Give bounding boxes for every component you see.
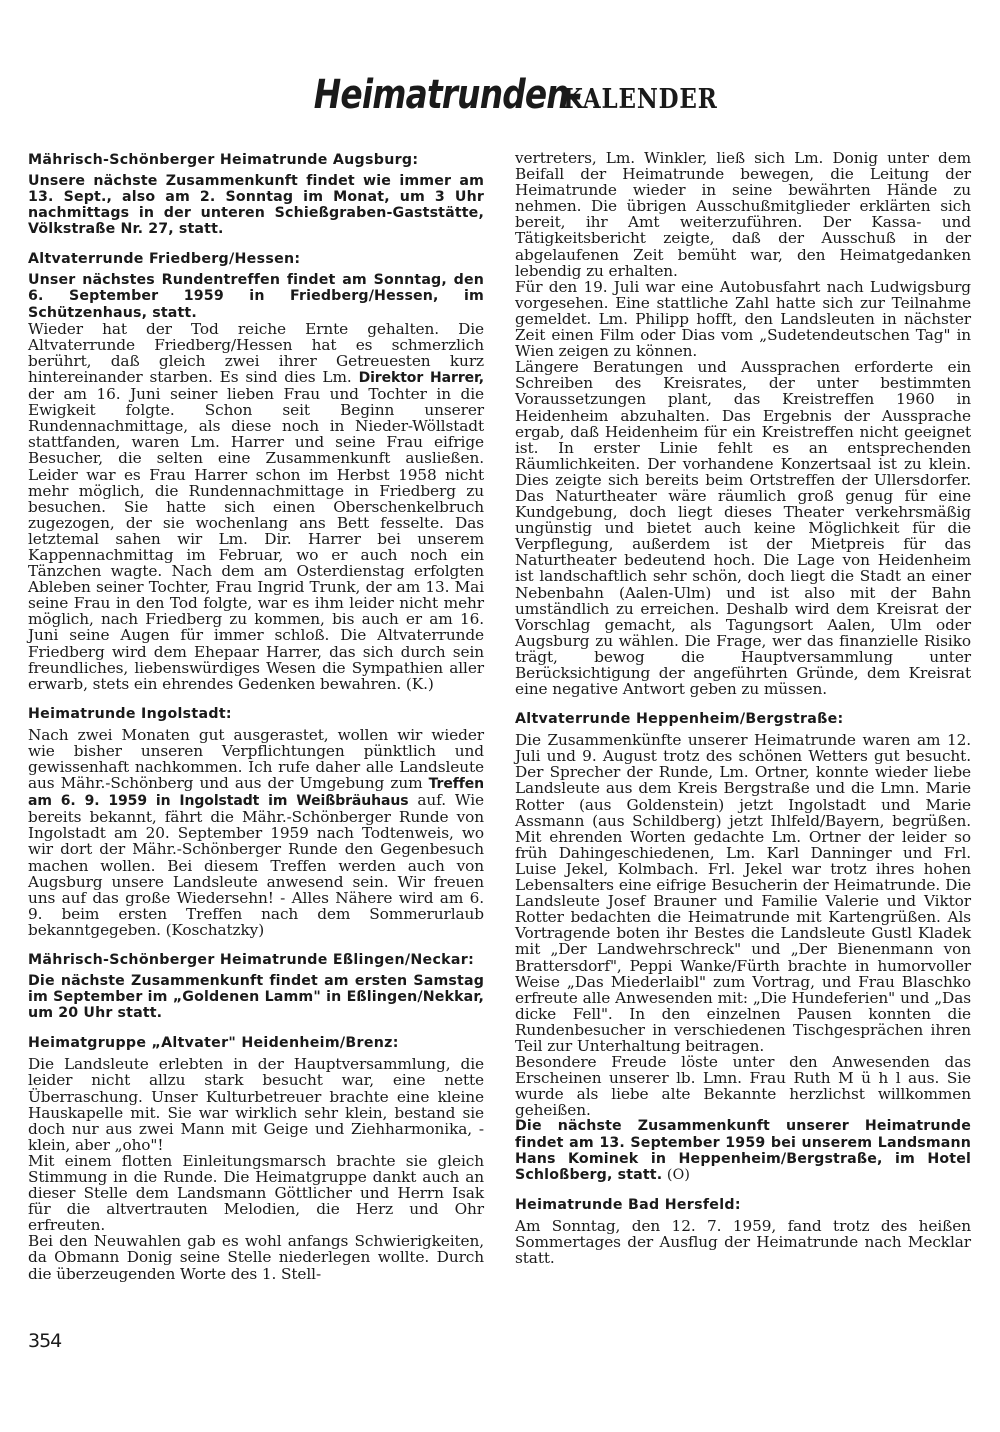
article-paragraph: Besondere Freude löste unter den Anwesenden das Erscheinen unserer lb. Lmn. Frau Ruth M ü h l aus. Sie wurde als liebe alte Bekannte herzlichst willkommen geheißen. xyxy=(515,1053,971,1120)
article-paragraph: Längere Beratungen und Aussprachen erforderte ein Schreiben des Kreisrates, der unter bestimmten Voraussetzungen plant, das Kreistreffen 1960 in Heidenheim abzuhalten. Das Ergebnis der Aussprache ergab, daß Heidenheim für ein Kreistreffen nicht geeignet ist. In erster Linie fehlt es an entsprechenden Räumlichkeiten. Der vorhandene Konzertsaal ist zu klein. Dies zeigte sich bereits beim Ortstreffen der Ullersdorfer. Das Naturtheater wäre räumlich groß genug für eine Kundgebung, doch liegt dieses Theater verkehrsmäßig ungünstig und bietet auch keine Möglichkeit für die Verpflegung, außerdem ist der Mietpreis für das Naturtheater bedeutend hoch. Die Lage von Heidenheim ist landschaftlich sehr schön, doch liegt die Stadt an einer Nebenbahn (Aalen-Ulm) und ist also mit der Bahn umständlich zu erreichen. Deshalb wird dem Kreisrat der Vorschlag gemacht, als Tagungsort Aalen, Ulm oder Augsburg zu wählen. Die Frage, wer das finanzielle Risiko trägt, bewog die Hauptversammlung unter Berücksichtigung der angeführten Gründe, dem Kreisrat eine negative Antwort geben zu müssen. xyxy=(515,358,971,699)
section-heading: Altvaterrunde Heppenheim/Bergstraße: xyxy=(515,711,844,728)
section-heidenheim-continued xyxy=(515,150,971,697)
text-run: Die nächste Zusammenkunft unserer Heimatrunde findet am 13. September 1959 bei unserem Landsmann Hans Kominek in Heppenheim/Bergstraße, im Hotel Schloßberg, statt. xyxy=(515,1118,971,1183)
section-heading: Mährisch-Schönberger Heimatrunde Augsburg: xyxy=(28,152,419,168)
section-heading: Mährisch-Schönberger Heimatrunde Eßlingen/Neckar: xyxy=(28,952,475,969)
section-heppenheim xyxy=(515,711,971,1183)
text-run: der am 16. Juni seiner lieben Frau und Tochter in die Ewigkeit folgte. Schon seit Beginn unserer Rundennachmittage, als diese noch in Nieder-Wöllstadt stattfanden, waren Lm. Harrer und seine Frau eifrige Besucher, die selten eine Zusammenkunft ausließen. Leider war es Frau Harrer schon im Herbst 1958 nicht mehr möglich, die Rundennachmittage in Friedberg zu besuchen. Sie hatte sich einen Oberschenkelbruch zugezogen, der sie wochenlang ans Bett fesselte. Das letztemal sahen wir Lm. Dir. Harrer bei unserem Kappennachmittag im Februar, wo er auch noch ein Tänzchen wagte. Nach dem am Osterdienstag erfolgten Ableben seiner Tochter, Frau Ingrid Trunk, der am 13. Mai seine Frau in den Tod folgte, war es ihm leider nicht mehr möglich, nach Friedberg zu kommen, bis auch er am 16. Juni seine Augen für immer schloß. Die Altvaterrunde Friedberg wird dem Ehepaar Harrer, das sich durch sein freundliches, liebenswürdiges Wesen die Sympathien aller erwarb, stets ein ehrendes Gedenken bewahren. (K.) xyxy=(28,385,484,693)
meeting-announcement: Die nächste Zusammenkunft findet am ersten Samstag im September im „Goldenen Lamm" in Eßlingen/Nekkar, um 20 Uhr statt. xyxy=(28,973,484,1022)
page-number: 354 xyxy=(28,1330,62,1352)
text-run: auf. Wie bereits bekannt, fährt die Mähr.-Schönberger Runde von Ingolstadt am 20. September 1959 nach Todtenweis, wo wir dort der Mähr.-Schönberger Runde den Gegenbesuch machen wollen. Bei diesem Treffen werden auch von Augsburg unsere Landsleute anwesend sein. Wir freuen uns auf das große Wiedersehn! - Alles Nähere wird am 6. 9. beim ersten Treffen nach dem Sommerurlaub bekanntgegeben. (Koschatzky) xyxy=(28,791,484,939)
article-paragraph: Am Sonntag, den 12. 7. 1959, fand trotz des heißen Sommertages der Ausflug der Heimatrunde nach Mecklar statt. xyxy=(515,1216,971,1267)
section-heidenheim xyxy=(28,1035,484,1281)
section-heading: Heimatgruppe „Altvater" Heidenheim/Brenz: xyxy=(28,1035,399,1052)
meeting-announcement xyxy=(515,1118,971,1182)
left-column xyxy=(28,152,484,1282)
article-paragraph: Für den 19. Juli war eine Autobusfahrt nach Ludwigsburg vorgesehen. Eine stattliche Zahl hatte sich zur Teilnahme gemeldet. Lm. Philipp hofft, den Landsleuten in nächster Zeit einen Film oder Dias vom „Sudetendeutschen Tag" in Wien zeigen zu können. xyxy=(515,277,971,361)
article-paragraph xyxy=(28,727,484,938)
article-paragraph: Die Zusammenkünfte unserer Heimatrunde waren am 12. Juli und 9. August trotz des schönen Wetters gut besucht. Der Sprecher der Runde, Lm. Ortner, konnte wieder liebe Landsleute aus dem Kreis Bergstraße und die Lmn. Marie Rotter (aus Goldenstein) jetzt Ingolstadt und Marie Assmann (aus Schildberg) jetzt Ihlfeld/Bayern, begrüßen. Mit ehrenden Worten gedachte Lm. Ortner der leider so früh Dahingeschiedenen, Lm. Karl Danninger und Frl. Luise Jekel, Kolmbach. Frl. Jekel war trotz ihres hohen Lebensalters eine eifrige Besucherin der Heimatrunde. Die Landsleute Josef Brauner und Familie Valerie und Viktor Rotter bedachten die Heimatrunde mit Kartengrüßen. Als Vortragende boten ihr Bestes die Landsleute Gustl Kladek mit „Der Landwehrschreck" und „Der Bienenmann von Brattersdorf", Peppi Wanke/Fürth brachte in humorvoller Weise „Das Miederlaibl" zum Vortrag, und Frau Blaschko erfreute alle Anwesenden mit: „Die Hundeferien" und „Das dicke Fell". In den einzelnen Pausen konnten die Rundenbesucher in verschiedenen Tischgesprächen ihren Teil zur Unterhaltung beitragen. xyxy=(515,731,971,1055)
section-heading: Heimatrunde Ingolstadt: xyxy=(28,705,232,722)
section-heading: Heimatrunde Bad Hersfeld: xyxy=(515,1196,741,1213)
title-script-part: Heimatrunden- xyxy=(313,72,582,118)
emphasized-name: Direktor Harrer, xyxy=(358,369,484,386)
emphasized-meeting: Treffen am 6. 9. 1959 in Ingolstadt im Weißbräuhaus xyxy=(28,776,484,810)
article-paragraph: Mit einem flotten Einleitungsmarsch brachte sie gleich Stimmung in die Runde. Die Heimatgruppe dankt auch an dieser Stelle dem Landsmann Göttlicher und Herrn Isak für die altvertrauten Melodien, die Herz und Ohr erfreuten. xyxy=(28,1151,484,1235)
author-signature: (O) xyxy=(662,1166,691,1183)
title-caps-part: KALENDER xyxy=(563,84,719,115)
right-column xyxy=(515,150,971,1266)
text-run: Nach zwei Monaten gut ausgerastet, wollen wir wieder wie bisher unseren Verpflichtungen pünktlich und gewissenhaft nachkommen. Ich rufe daher alle Landsleute aus Mähr.-Schönberg und aus der Umgebung zum xyxy=(28,725,484,793)
page-title xyxy=(0,72,1000,118)
section-augsburg xyxy=(28,152,484,237)
section-heading: Altvaterrunde Friedberg/Hessen: xyxy=(28,251,301,268)
article-paragraph xyxy=(28,321,484,692)
article-paragraph: Die Landsleute erlebten in der Hauptversammlung, die leider nicht allzu stark besucht war, eine nette Überraschung. Unser Kulturbetreuer brachte eine kleine Hauskapelle mit. Sie war wirklich sehr klein, bestand sie doch nur aus zwei Mann mit Geige und Ziehharmonika, - klein, aber „oho"! xyxy=(28,1055,484,1154)
section-ingolstadt xyxy=(28,706,484,938)
section-bad-hersfeld xyxy=(515,1197,971,1266)
meeting-announcement: Unsere nächste Zusammenkunft findet wie immer am 13. Sept., also am 2. Sonntag im Monat, um 3 Uhr nachmittags in der unteren Schießgraben-Gaststätte, Völkstraße Nr. 27, statt. xyxy=(28,173,484,238)
text-run: Wieder hat der Tod reiche Ernte gehalten. Die Altvaterrunde Friedberg/Hessen hat es schmerzlich berührt, daß gleich zwei ihrer Getreuesten kurz hintereinander starben. Es sind dies Lm. xyxy=(28,319,484,386)
section-esslingen xyxy=(28,952,484,1021)
article-paragraph: vertreters, Lm. Winkler, ließ sich Lm. Donig unter dem Beifall der Heimatrunde bewegen, die Leitung der Heimatrunde wieder in seine bewährten Hände zu nehmen. Die übrigen Ausschußmitglieder erklärten sich bereit, ihr Amt weiterzuführen. Der Kassa- und Tätigkeitsbericht zeigte, daß der Ausschuß in der abgelaufenen Zeit bemüht war, den Heimatgedanken lebendig zu erhalten. xyxy=(515,149,971,280)
meeting-announcement: Unser nächstes Rundentreffen findet am Sonntag, den 6. September 1959 in Friedberg/Hessen, im Schützenhaus, statt. xyxy=(28,272,484,321)
article-paragraph: Bei den Neuwahlen gab es wohl anfangs Schwierigkeiten, da Obmann Donig seine Stelle niederlegen wollte. Durch die überzeugenden Worte des 1. Stell- xyxy=(28,1232,484,1283)
section-friedberg xyxy=(28,251,484,691)
